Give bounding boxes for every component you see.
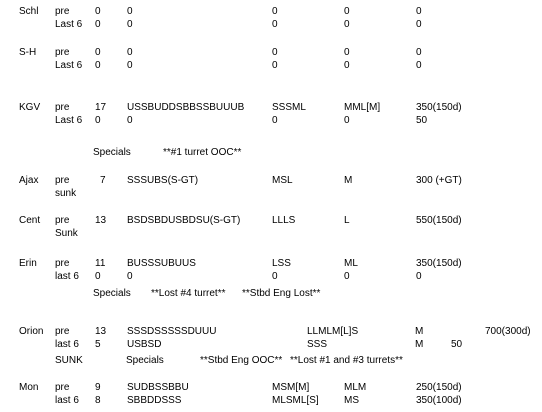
kgv-line1-hit-sequence: 0 (127, 115, 133, 126)
ajax-line1-row-label: sunk (55, 188, 77, 199)
orion-line0-points: 700(300d) (485, 326, 531, 337)
schl-line1-col-a: 0 (272, 19, 278, 30)
orion-line0-col-a: LLMLM[L]S (307, 326, 359, 337)
ajax-line0-hit-sequence: SSSUBS(S-GT) (127, 175, 199, 186)
s-h-line0-row-label: pre (55, 47, 70, 58)
cent-line0-col-a: LLLS (272, 215, 296, 226)
kgv-line1-col-b: 0 (344, 115, 350, 126)
erin-line0-points: 350(150d) (416, 258, 462, 269)
erin-line0-row-label: pre (55, 258, 70, 269)
ship-name-ajax: Ajax (19, 175, 39, 186)
s-h-line0-col-a: 0 (272, 47, 278, 58)
orion-line0-row-label: pre (55, 326, 70, 337)
kgv-line0-points: 350(150d) (416, 102, 462, 113)
schl-line1-row-label: Last 6 (55, 19, 83, 30)
mon-line0-points: 250(150d) (416, 382, 462, 393)
ship-name-cent: Cent (19, 215, 41, 226)
orion-line0-col-b: M (415, 326, 424, 337)
schl-line0-col-a: 0 (272, 6, 278, 17)
ajax-line0-points: 300 (+GT) (416, 175, 462, 186)
schl-line1-hit-sequence: 0 (127, 19, 133, 30)
schl-line0-row-label: pre (55, 6, 70, 17)
erin-note-1: **Lost #4 turret** (151, 288, 226, 299)
s-h-line0-hit-sequence: 0 (127, 47, 133, 58)
orion-line0-hit-sequence: SSSDSSSSSDUUU (127, 326, 217, 337)
s-h-line1-col-b: 0 (344, 60, 350, 71)
orion-note-0: SUNK (55, 355, 83, 366)
kgv-note-0: Specials (93, 147, 131, 158)
mon-line0-row-label: pre (55, 382, 70, 393)
erin-line0-hit-sequence: BUSSSUBUUS (127, 258, 196, 269)
ajax-line0-count: 7 (100, 175, 106, 186)
s-h-line1-points: 0 (416, 60, 422, 71)
mon-line1-hit-sequence: SBBDDSSS (127, 395, 182, 406)
s-h-line0-col-b: 0 (344, 47, 350, 58)
mon-line1-row-label: last 6 (55, 395, 79, 406)
mon-line1-col-b: MS (344, 395, 359, 406)
orion-line1-row-label: last 6 (55, 339, 79, 350)
erin-line1-hit-sequence: 0 (127, 271, 133, 282)
cent-line0-hit-sequence: BSDSBDUSBDSU(S-GT) (127, 215, 241, 226)
schl-line0-count: 0 (95, 6, 101, 17)
schl-line0-points: 0 (416, 6, 422, 17)
erin-note-2: **Stbd Eng Lost** (242, 288, 321, 299)
mon-line0-count: 9 (95, 382, 101, 393)
schl-line1-points: 0 (416, 19, 422, 30)
cent-line0-count: 13 (95, 215, 107, 226)
orion-line0-count: 13 (95, 326, 107, 337)
kgv-line1-row-label: Last 6 (55, 115, 83, 126)
ship-name-erin: Erin (19, 258, 37, 269)
kgv-line0-col-a: SSSML (272, 102, 306, 113)
erin-note-0: Specials (93, 288, 131, 299)
ajax-line0-row-label: pre (55, 175, 70, 186)
s-h-line1-col-a: 0 (272, 60, 278, 71)
orion-line1-col-b: M (415, 339, 424, 350)
kgv-line0-hit-sequence: USSBUDDSBBSSBUUUB (127, 102, 245, 113)
mon-line0-hit-sequence: SUDBSSBBU (127, 382, 189, 393)
s-h-line0-points: 0 (416, 47, 422, 58)
mon-line1-col-a: MLSML[S] (272, 395, 319, 406)
erin-line0-col-b: ML (344, 258, 358, 269)
s-h-line1-count: 0 (95, 60, 101, 71)
ship-name-s-h: S-H (19, 47, 37, 58)
ajax-line0-col-a: MSL (272, 175, 293, 186)
schl-line1-col-b: 0 (344, 19, 350, 30)
mon-line0-col-b: MLM (344, 382, 367, 393)
kgv-line0-count: 17 (95, 102, 107, 113)
cent-line1-row-label: Sunk (55, 228, 78, 239)
erin-line1-points: 0 (416, 271, 422, 282)
cent-line0-row-label: pre (55, 215, 70, 226)
erin-line1-row-label: last 6 (55, 271, 79, 282)
schl-line0-col-b: 0 (344, 6, 350, 17)
cent-line0-points: 550(150d) (416, 215, 462, 226)
kgv-line1-points: 50 (416, 115, 428, 126)
erin-line0-count: 11 (95, 258, 106, 269)
mon-line1-points: 350(100d) (416, 395, 462, 406)
kgv-line0-row-label: pre (55, 102, 70, 113)
s-h-line1-hit-sequence: 0 (127, 60, 133, 71)
schl-line0-hit-sequence: 0 (127, 6, 133, 17)
s-h-line0-count: 0 (95, 47, 101, 58)
ship-name-schl: Schl (19, 6, 39, 17)
orion-line1-hit-sequence: USBSD (127, 339, 162, 350)
erin-line1-col-b: 0 (344, 271, 350, 282)
erin-line0-col-a: LSS (272, 258, 291, 269)
orion-note-1: Specials (126, 355, 164, 366)
ship-name-kgv: KGV (19, 102, 41, 113)
erin-line1-col-a: 0 (272, 271, 278, 282)
mon-line0-col-a: MSM[M] (272, 382, 310, 393)
orion-note-3: **Lost #1 and #3 turrets** (290, 355, 403, 366)
mon-line1-count: 8 (95, 395, 101, 406)
orion-line1-count: 5 (95, 339, 101, 350)
ajax-line0-col-b: M (344, 175, 353, 186)
s-h-line1-row-label: Last 6 (55, 60, 83, 71)
kgv-line0-col-b: MML[M] (344, 102, 381, 113)
kgv-line1-col-a: 0 (272, 115, 278, 126)
kgv-note-1: **#1 turret OOC** (163, 147, 242, 158)
schl-line1-count: 0 (95, 19, 101, 30)
orion-line1-col-a: SSS (307, 339, 328, 350)
erin-line1-count: 0 (95, 271, 101, 282)
orion-line1-points: 50 (451, 339, 463, 350)
orion-note-2: **Stbd Eng OOC** (200, 355, 283, 366)
cent-line0-col-b: L (344, 215, 350, 226)
ship-name-mon: Mon (19, 382, 39, 393)
ship-name-orion: Orion (19, 326, 44, 337)
kgv-line1-count: 0 (95, 115, 101, 126)
